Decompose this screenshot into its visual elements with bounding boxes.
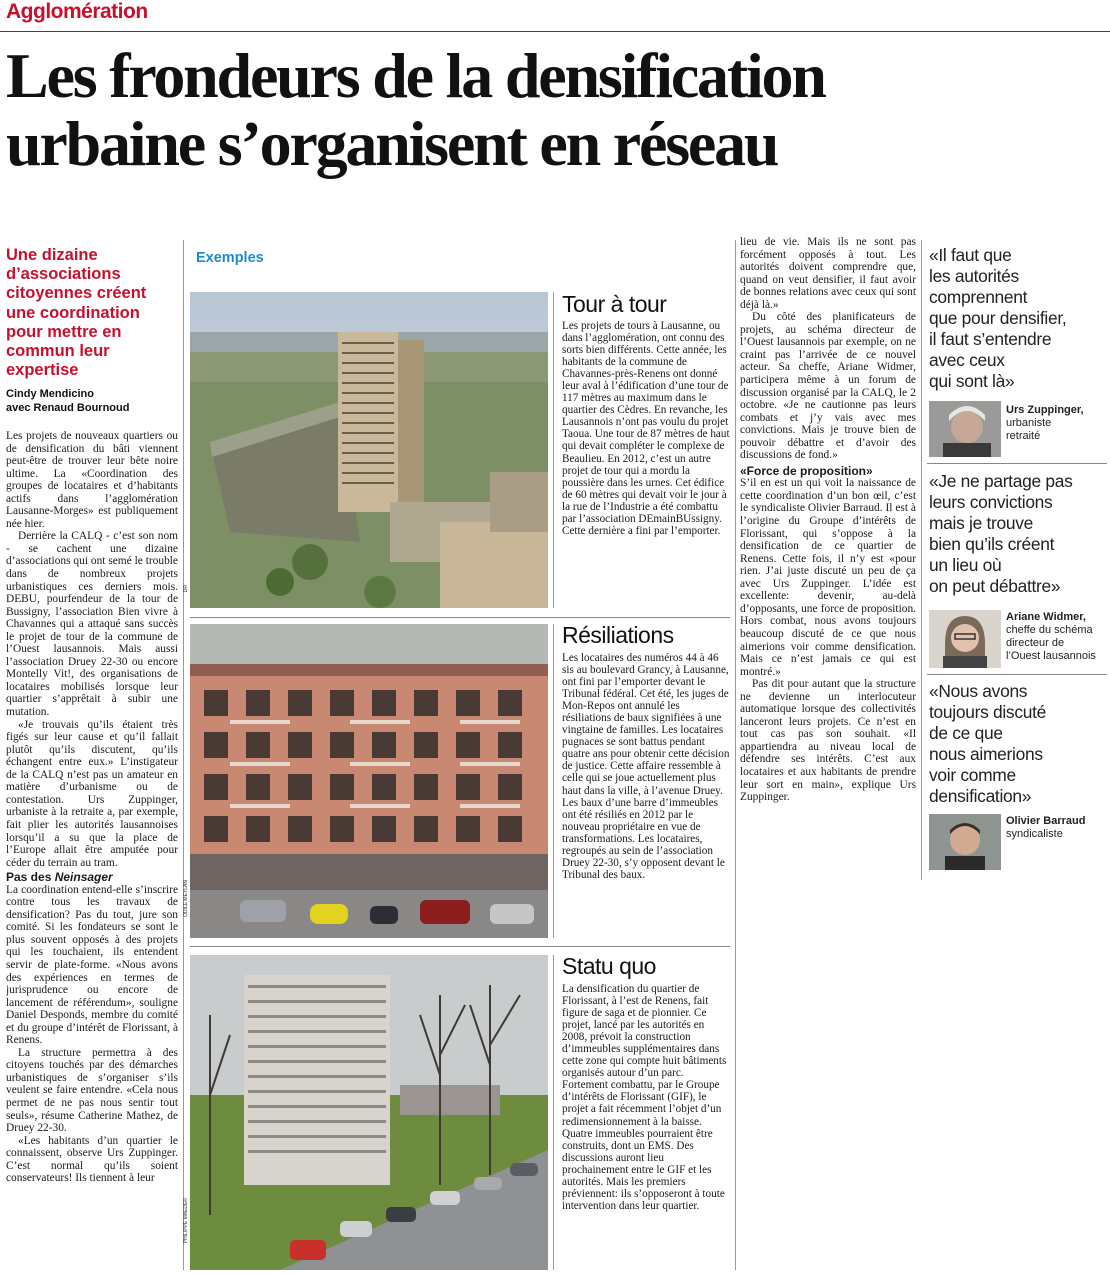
quote-line: de ce que (929, 723, 1003, 743)
pull-quote-zuppinger (929, 245, 1107, 392)
avatar-barraud (929, 814, 1001, 870)
author-2: avec Renaud Bournoud (6, 401, 130, 414)
quote-line: les autorités (929, 266, 1019, 286)
photo-credit: DR (183, 585, 189, 593)
quote-separator (927, 674, 1107, 675)
paragraph: Derrière la CALQ - c’est son nom - se cachent une dizaine d’associations qui ont semé le trouble dans de nombreux projets urbanistiques ces derniers mois. DEBU, pourfendeur de la tour de Bussigny, l’association Bien vivre à Chavannes qui a attaqué sans succès le projet de tour de la commune de l’Ouest lausannois. Mais aussi l’association Druey 22-30 ou encore Montelly Vit!, des organisations de locataires mobilisés lorsque leur quartier s’apprêtait à subir une mutation. (6, 530, 178, 719)
author-1: Cindy Mendicino (6, 388, 94, 400)
article-column-1 (6, 430, 178, 1270)
pull-quote-barraud (929, 681, 1109, 807)
paragraph: «Les habitants d’un quartier le connaissent, observe Urs Zuppinger. C’est normal qu’ils soient conservateurs! Ils tiennent à leur (6, 1134, 178, 1185)
person-role: directeur de (1006, 637, 1065, 649)
person-name: Urs Zuppinger, (1006, 404, 1084, 416)
florissant-photo (190, 955, 548, 1270)
quote-line: «Nous avons (929, 681, 1028, 701)
quote-attribution (1006, 611, 1110, 663)
person-name: Olivier Barraud (1006, 815, 1086, 827)
person-role: retraité (1006, 430, 1041, 442)
quote-line: un lieu où (929, 555, 1002, 575)
quote-line: toujours discuté (929, 702, 1047, 722)
paragraph: Pas dit pour autant que la structure ne devienne un interlocuteur automatique lorsque des collectivités lanceront leurs projets. Ce n’est en tout cas pas son souhait. «Il appartiendra au niveau local de défendre ses intérêts. C’est aux locataires et aux habitants de prendre leur sort en main», explique Urs Zuppinger. (740, 678, 916, 804)
quote-line: bien qu’ils créent (929, 534, 1055, 554)
photo-credit: ODILE MEYLAN (183, 880, 189, 917)
column-divider (735, 240, 736, 1270)
pull-quote-widmer (929, 471, 1109, 597)
paragraph: La structure permettra à des citoyens touchés par des démarches urbanistiques de s’organiser s’ils veulent se faire entendre. «Cela nous permet de ne pas nous sentir tout seuls», résume Catherine Mathez, de Druey 22-30. (6, 1046, 178, 1135)
headline (6, 42, 1106, 178)
avatar-widmer (929, 610, 1001, 668)
paragraph: Du côté des planificateurs de projets, au schéma directeur de l’Ouest lausannois par exemple, on ne craint pas l’arrivée de ce nouvel acteur. Sa cheffe, Ariane Widmer, participera même à un forum de discussion organisé par la CALQ, le 2 octobre. «Je ne cautionne pas leurs combats et j’y vais avec mes convictions. Mais je trouve bien de pouvoir débattre et d’avoir des discussions de fond.» (740, 311, 916, 462)
headline-line-1: Les frondeurs de la densification (6, 40, 825, 111)
photo-credit: PHILIPPE MAEDER (183, 1198, 189, 1244)
quote-line: «Il faut que (929, 245, 1012, 265)
quote-line: nous aimerions (929, 744, 1043, 764)
person-role: cheffe du schéma (1006, 624, 1093, 636)
section-rubric: Agglomération (6, 0, 148, 23)
paragraph: Les projets de nouveaux quartiers ou de densification du bâti viennent peut-être de trouver leur bête noire ultime. La «Coordination des groupes de locataires et d’habitants actifs dans l’agglomération Lausanne-Morges» est publiquement née hier. (6, 430, 178, 530)
quote-line: comprennent (929, 287, 1028, 307)
person-role: l’Ouest lausannois (1006, 650, 1096, 662)
paragraph: S’il en est un qui voit la naissance de cette coordination d’un bon œil, c’est le syndicaliste Olivier Barraud. Il est à l’origine du Groupe d’intérêts de Florissant, qui s’oppose à la densification de ce quartier de Renens. Cette fois, il n’y est «pour rien. J’ai juste discuté un peu de ça avec Urs Zuppinger. L’idée est excellente: devenir, au-delà d’opposants, une force de proposition. Hors combat, nous avons toujours beaucoup discuté de ce que nous aimerions voir comme densification. Mais ce n’est jamais ce qui est montré.» (740, 477, 916, 678)
quote-line: densification» (929, 786, 1032, 806)
quote-line: on peut débattre» (929, 576, 1061, 596)
quote-line: qui sont là» (929, 371, 1015, 391)
box-text-resiliations: Les locataires des numéros 44 à 46 sis au boulevard Grancy, à Lausanne, ont fini par l’emporter devant le Tribunal fédéral. Cet été, les juges de Mon-Repos ont annulé les résiliations de baux signifiées à une vingtaine de familles. Les locataires pugnaces se sont battus pendant quatre ans pour obtenir cette décision de justice. Cette affaire ressemble à celle qui se joue actuellement plus haut dans la ville, à l’avenue Druey. Les baux d’une barre d’immeubles ont été résiliés en 2012 par le nouveau propriétaire en vue de transformations. Les locataires, regroupés au sein de l’association Druey 22-30, s’y opposent devant le Tribunal des baux. (562, 652, 730, 881)
rubric-divider (0, 31, 1110, 32)
column-divider (183, 240, 184, 1270)
box-separator (190, 617, 730, 618)
quote-line: il faut s’entendre (929, 329, 1052, 349)
person-name: Ariane Widmer, (1006, 611, 1086, 623)
subheading (6, 871, 178, 884)
quote-line: «Je ne partage pas (929, 471, 1073, 491)
box-divider (553, 955, 554, 1270)
box-divider (553, 292, 554, 608)
paragraph: lieu de vie. Mais ils ne sont pas forcément opposés à tout. Les autorités doivent comprendre que, quand on veut densifier, il faut avoir de bonnes relations avec ceux qui sont déjà là.» (740, 236, 916, 311)
box-text-tour: Les projets de tours à Lausanne, ou dans l’agglomération, ont connu des sorts bien différents. Cette année, les habitants de la commune de Chavannes-près-Renens ont donné leur aval à l’édification d’une tour de 117 mètres au maximum dans le quartier des Cèdres. En revanche, les Lausannois n’ont pas voulu du projet Taoua. Une tour de 87 mètres de haut qui devait compléter le complexe de Beaulieu. En 2012, c’est un autre projet de tour qui a mordu la poussière dans les urnes. Cet édifice de 60 mètres qui devait voir le jour à la rue de l’Industrie a été combattu par l’association DEmainBUssigny. Cette dernière a fini par l’emporter. (562, 320, 730, 537)
quote-attribution (1006, 815, 1110, 841)
apartment-building-photo (190, 624, 548, 938)
quote-line: que pour densifier, (929, 308, 1067, 328)
quote-line: voir comme (929, 765, 1016, 785)
headline-line-2: urbaine s’organisent en réseau (6, 108, 778, 179)
article-column-4 (740, 236, 916, 896)
box-title-tour: Tour à tour (562, 291, 667, 317)
quote-line: avec ceux (929, 350, 1005, 370)
subheading-italic: Neinsager (54, 870, 113, 885)
paragraph: La coordination entend-elle s’inscrire contre tous les travaux de densification? Pas du tout, jure son comité. Si les fondateurs se sont le plus souvent opposés à des projets qui les touchaient, ils entendent servir de plate-forme. «Nous avons des expériences en termes de jurisprudence ou encore de lancement de référendum», souligne Daniel Desponds, membre du comité et du groupe d’intérêt de Florissant, à Renens. (6, 883, 178, 1047)
quote-separator (927, 463, 1107, 464)
lead-text: Une dizaine d’associations citoyennes créent une coordination pour mettre en commun leur expertise (6, 246, 147, 380)
quote-attribution (1006, 404, 1108, 443)
byline (6, 388, 182, 415)
person-role: urbaniste (1006, 417, 1052, 429)
quote-line: mais je trouve (929, 513, 1034, 533)
box-separator (190, 946, 730, 947)
box-title-statu-quo: Statu quo (562, 953, 656, 979)
box-divider (553, 624, 554, 938)
person-role: syndicaliste (1006, 828, 1063, 840)
avatar-zuppinger (929, 401, 1001, 457)
paragraph: «Je trouvais qu’ils étaient très figés sur leur cause et qu’il fallait plutôt qu’ils discutent, qu’ils échangent entre eux.» L’instigateur de la CALQ n’est pas un amateur en matière d’urbanisme ou de contestation. Urs Zuppinger, urbaniste à la retraite a, par exemple, fait plier les autorités lausannoises lorsqu’il a su que la place de l’Europe allait être amputée pour céder du terrain au tram. (6, 718, 178, 869)
box-title-resiliations: Résiliations (562, 622, 674, 648)
tower-photo (190, 292, 548, 608)
subheading-text: Pas des (6, 870, 55, 885)
quote-line: leurs convictions (929, 492, 1053, 512)
column-divider (921, 240, 922, 880)
box-text-statu-quo: La densification du quartier de Florissant, à l’est de Renens, fait figure de saga et de pionnier. Ce projet, lancé par les autorités en 2008, prévoit la construction d’immeubles supplémentaires dans cette zone qui compte huit bâtiments organisés autour d’un parc. Fortement combattu, par le Groupe d’intérêts de Florissant (GIF), le projet a fait récemment l’objet d’un redimensionnement à la baisse. Quatre immeubles pourraient être construits, dont un EMS. Des discussions auront lieu prochainement entre le GIF et les autorités. Mais les premiers préviennent: ils s’opposeront à toute intervention dans leur quartier. (562, 983, 727, 1212)
subheading: «Force de proposition» (740, 463, 873, 478)
exemples-label: Exemples (196, 250, 264, 266)
